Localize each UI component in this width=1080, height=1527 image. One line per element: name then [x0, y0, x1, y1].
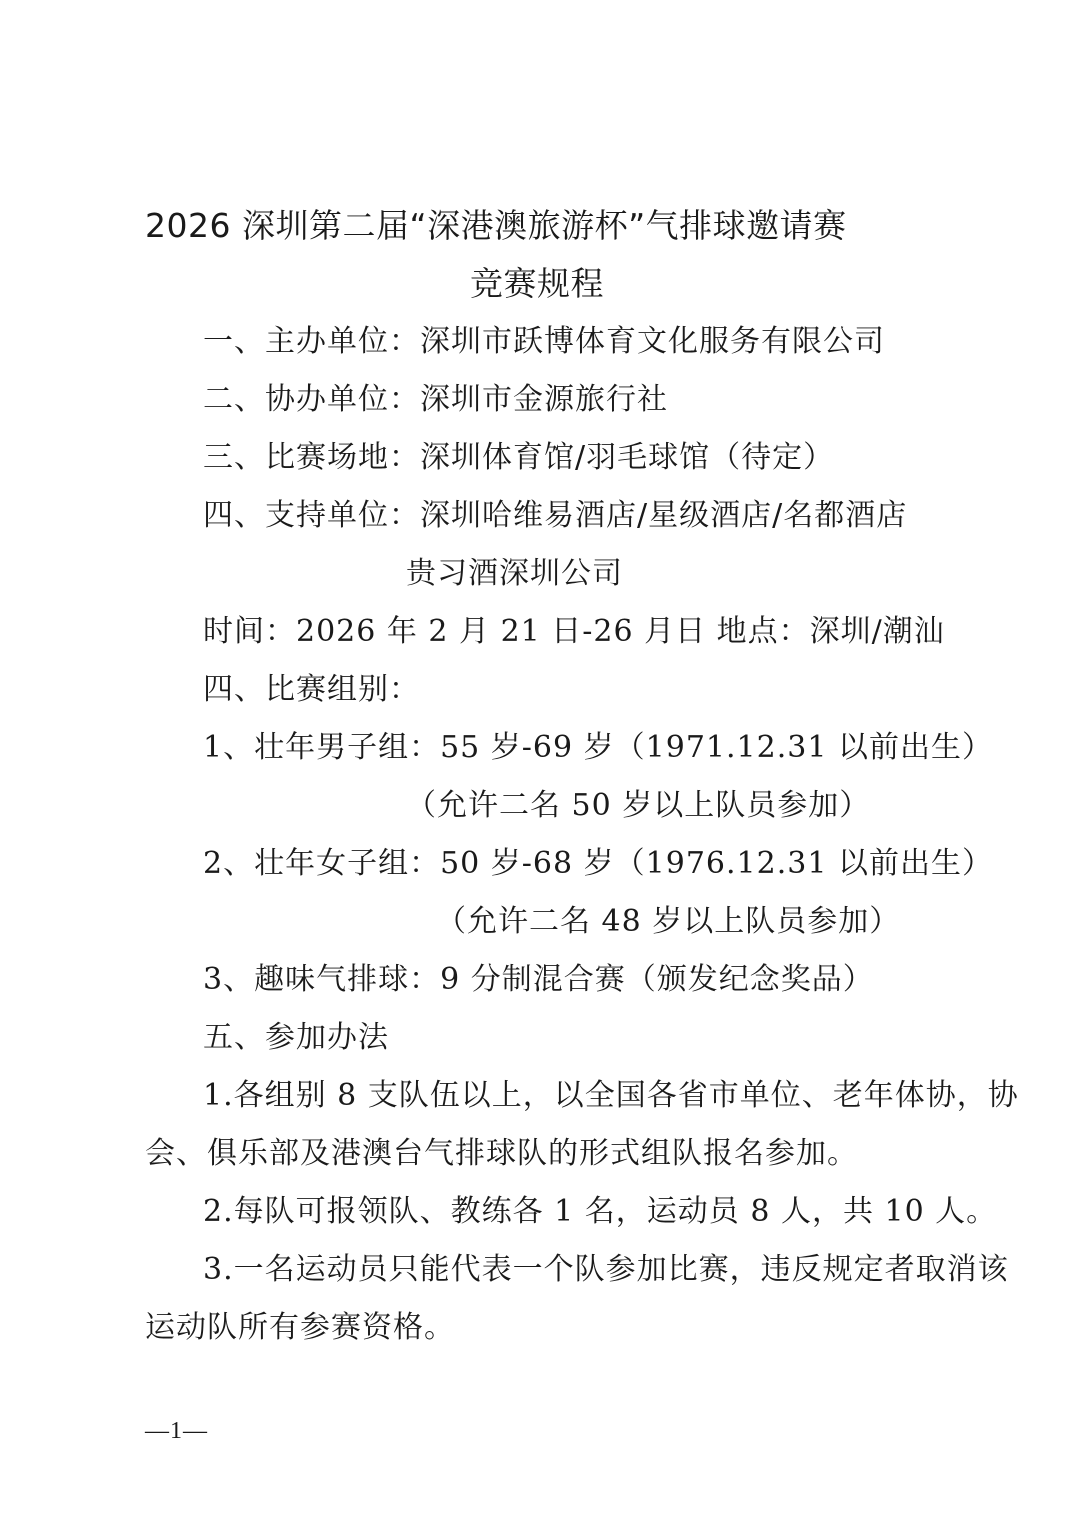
document-title-line1: 2026 深圳第二届“深港澳旅游杯”气排球邀请赛 [145, 206, 847, 245]
groups-heading: 四、比赛组别： [203, 672, 420, 707]
document-title-line2: 竞赛规程 [470, 264, 604, 303]
rule3-line2: 运动队所有参赛资格。 [145, 1310, 455, 1345]
group1-note: （允许二名 50 岁以上队员参加） [406, 788, 871, 823]
organizer-line: 一、主办单位：深圳市跃博体育文化服务有限公司 [203, 324, 885, 359]
group2-line: 2、壮年女子组：50 岁-68 岁（1976.12.31 以前出生） [203, 846, 993, 881]
rule2-line: 2.每队可报领队、教练各 1 名，运动员 8 人，共 10 人。 [203, 1194, 998, 1229]
page-number: —1— [145, 1418, 208, 1444]
supporters-line1: 四、支持单位：深圳哈维易酒店/星级酒店/名都酒店 [203, 498, 908, 533]
venue-line: 三、比赛场地：深圳体育馆/羽毛球馆（待定） [203, 440, 835, 475]
co-organizer-line: 二、协办单位：深圳市金源旅行社 [203, 382, 668, 417]
group1-line: 1、壮年男子组：55 岁-69 岁（1971.12.31 以前出生） [203, 730, 993, 765]
method-heading: 五、参加办法 [203, 1020, 389, 1055]
group2-note: （允许二名 48 岁以上队员参加） [436, 904, 901, 939]
supporters-line2: 贵习酒深圳公司 [406, 556, 623, 591]
time-place-line: 时间：2026 年 2 月 21 日-26 月日 地点：深圳/潮汕 [203, 614, 945, 649]
rule3-line1: 3.一名运动员只能代表一个队参加比赛，违反规定者取消该 [203, 1252, 1009, 1287]
rule1-line2: 会、俱乐部及港澳台气排球队的形式组队报名参加。 [145, 1136, 858, 1171]
group3-line: 3、趣味气排球：9 分制混合赛（颁发纪念奖品） [203, 962, 874, 997]
rule1-line1: 1.各组别 8 支队伍以上，以全国各省市单位、老年体协，协 [203, 1078, 1019, 1113]
